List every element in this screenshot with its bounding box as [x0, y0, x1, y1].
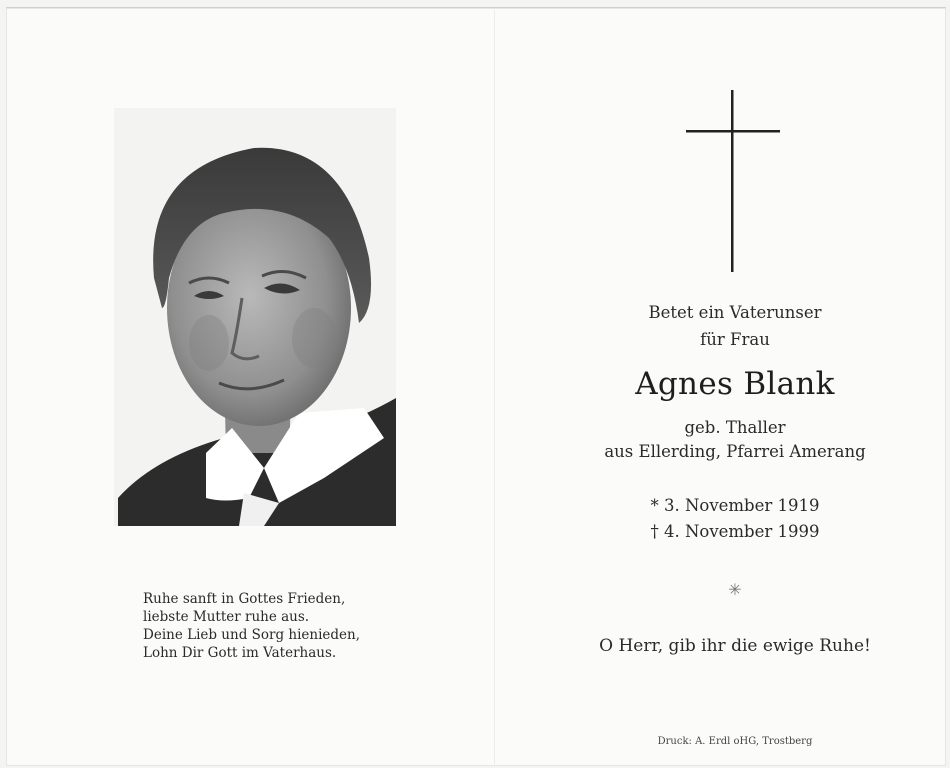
poem-line: Ruhe sanft in Gottes Frieden, [143, 591, 346, 607]
poem-line: Lohn Dir Gott im Vaterhaus. [143, 645, 337, 661]
card-fold [494, 10, 495, 766]
deceased-name: Agnes Blank [635, 366, 835, 402]
death-date: † 4. November 1999 [650, 522, 820, 541]
cross-icon [686, 90, 780, 272]
portrait-photo [114, 108, 396, 526]
printer-credit: Druck: A. Erdl oHG, Trostberg [657, 736, 813, 747]
prayer-request: Betet ein Vaterunser [648, 303, 822, 322]
closing-prayer: O Herr, gib ihr die ewige Ruhe! [599, 636, 871, 656]
origin: aus Ellerding, Pfarrei Amerang [604, 442, 866, 461]
memorial-poem [143, 590, 443, 662]
birth-date: * 3. November 1919 [650, 496, 820, 515]
poem-line: Deine Lieb und Sorg hienieden, [143, 627, 361, 643]
maiden-name: geb. Thaller [684, 418, 786, 437]
star-separator-icon: ✳ [728, 580, 742, 599]
poem-line: liebste Mutter ruhe aus. [143, 609, 310, 625]
salutation: für Frau [700, 330, 770, 349]
